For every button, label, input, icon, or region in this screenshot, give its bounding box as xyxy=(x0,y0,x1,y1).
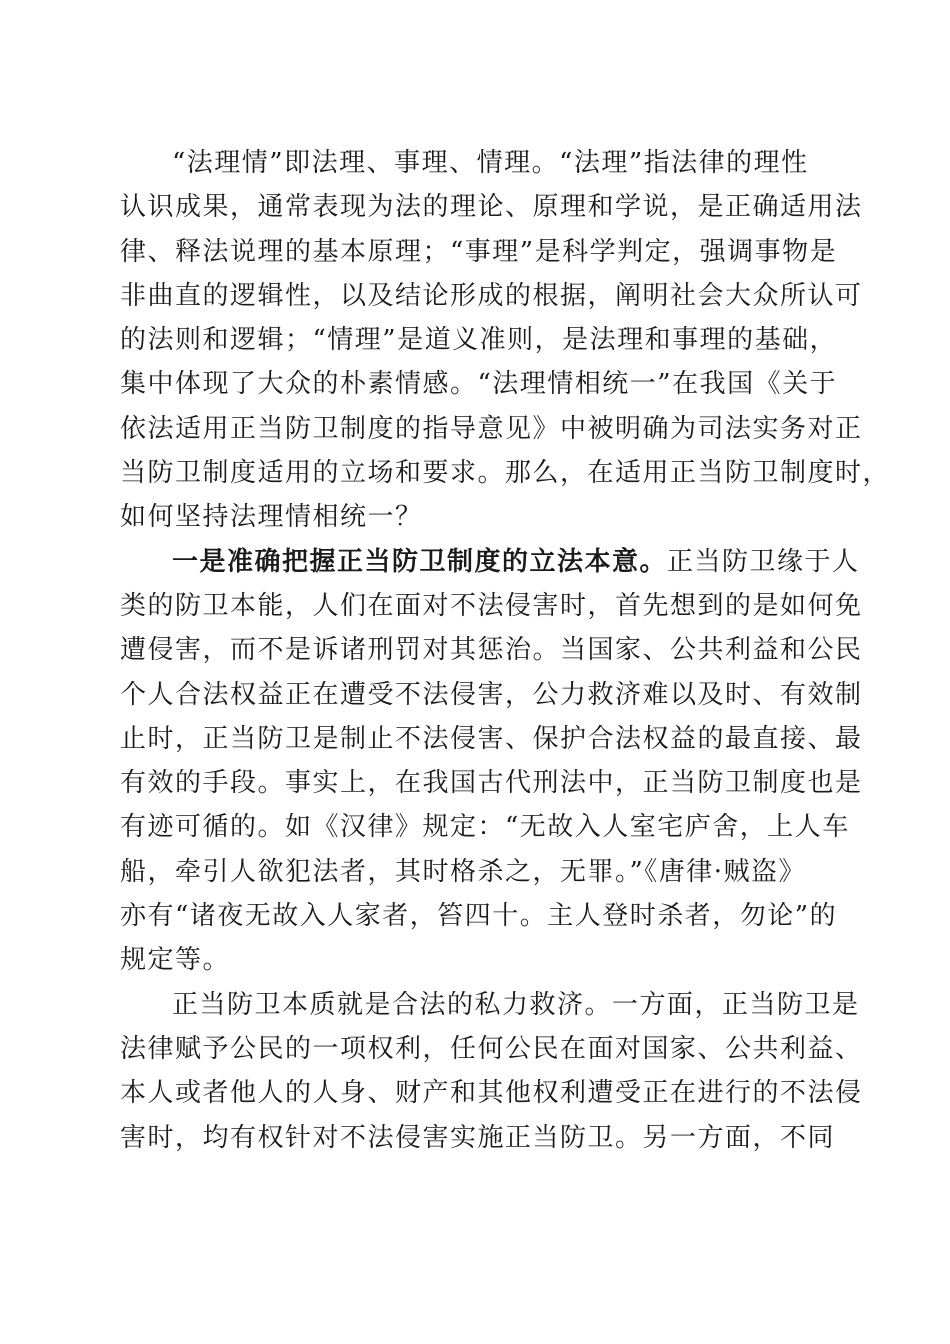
text-line: 亦有“诸夜无故入人家者，笞四十。主人登时杀者，勿论”的 xyxy=(120,901,838,932)
text-line: 个人合法权益正在遭受不法侵害，公力救济难以及时、有效制 xyxy=(120,679,863,710)
text-line: 法律赋予公民的一项权利，任何公民在面对国家、公共利益、 xyxy=(120,1033,863,1064)
text-line: 正当防卫本质就是合法的私力救济。一方面，正当防卫是 xyxy=(172,989,860,1020)
text-line: 害时，均有权针对不法侵害实施正当防卫。另一方面，不同 xyxy=(120,1122,836,1153)
text-line: 有效的手段。事实上，在我国古代刑法中，正当防卫制度也是 xyxy=(120,768,863,799)
text-line xyxy=(120,540,860,584)
text-line: 遭侵害，而不是诉诸刑罚对其惩治。当国家、公共利益和公民 xyxy=(120,635,863,666)
text-line: 当防卫制度适用的立场和要求。那么，在适用正当防卫制度时， xyxy=(120,458,891,489)
text-line: “法理情”即法理、事理、情理。“法理”指法律的理性 xyxy=(172,148,809,178)
text-span: 正当防卫缘于人 xyxy=(667,546,860,577)
text-line: 依法适用正当防卫制度的指导意见》中被明确为司法实务对正 xyxy=(120,413,863,444)
section-heading: 一是准确把握正当防卫制度的立法本意。 xyxy=(172,546,668,577)
paragraph-3 xyxy=(120,983,863,1160)
text-line: 船，牵引人欲犯法者，其时格杀之，无罪。”《唐律·贼盗》 xyxy=(120,856,807,887)
text-line: 有迹可循的。如《汉律》规定：“无故入人室宅庐舍，上人车 xyxy=(120,812,850,843)
text-line: 类的防卫本能，人们在面对不法侵害时，首先想到的是如何免 xyxy=(120,590,863,621)
text-line: 止时，正当防卫是制止不法侵害、保护合法权益的最直接、最 xyxy=(120,723,863,754)
text-line: 集中体现了大众的朴素情感。“法理情相统一”在我国《关于 xyxy=(120,369,838,400)
text-line: 认识成果，通常表现为法的理论、原理和学说，是正确适用法 xyxy=(120,192,863,223)
text-line: 规定等。 xyxy=(120,945,231,976)
text-line: 律、释法说理的基本原理；“事理”是科学判定，强调事物是 xyxy=(120,236,838,267)
text-line: 的法则和逻辑；“情理”是道义准则，是法理和事理的基础， xyxy=(120,325,838,356)
text-line: 如何坚持法理情相统一？ xyxy=(120,502,423,533)
text-line: 本人或者他人的人身、财产和其他权利遭受正在进行的不法侵 xyxy=(120,1078,863,1109)
paragraph-2 xyxy=(120,540,863,983)
text-line: 非曲直的逻辑性，以及结论形成的根据，阐明社会大众所认可 xyxy=(120,280,863,311)
paragraph-1 xyxy=(120,141,891,540)
document-body xyxy=(120,141,891,1160)
